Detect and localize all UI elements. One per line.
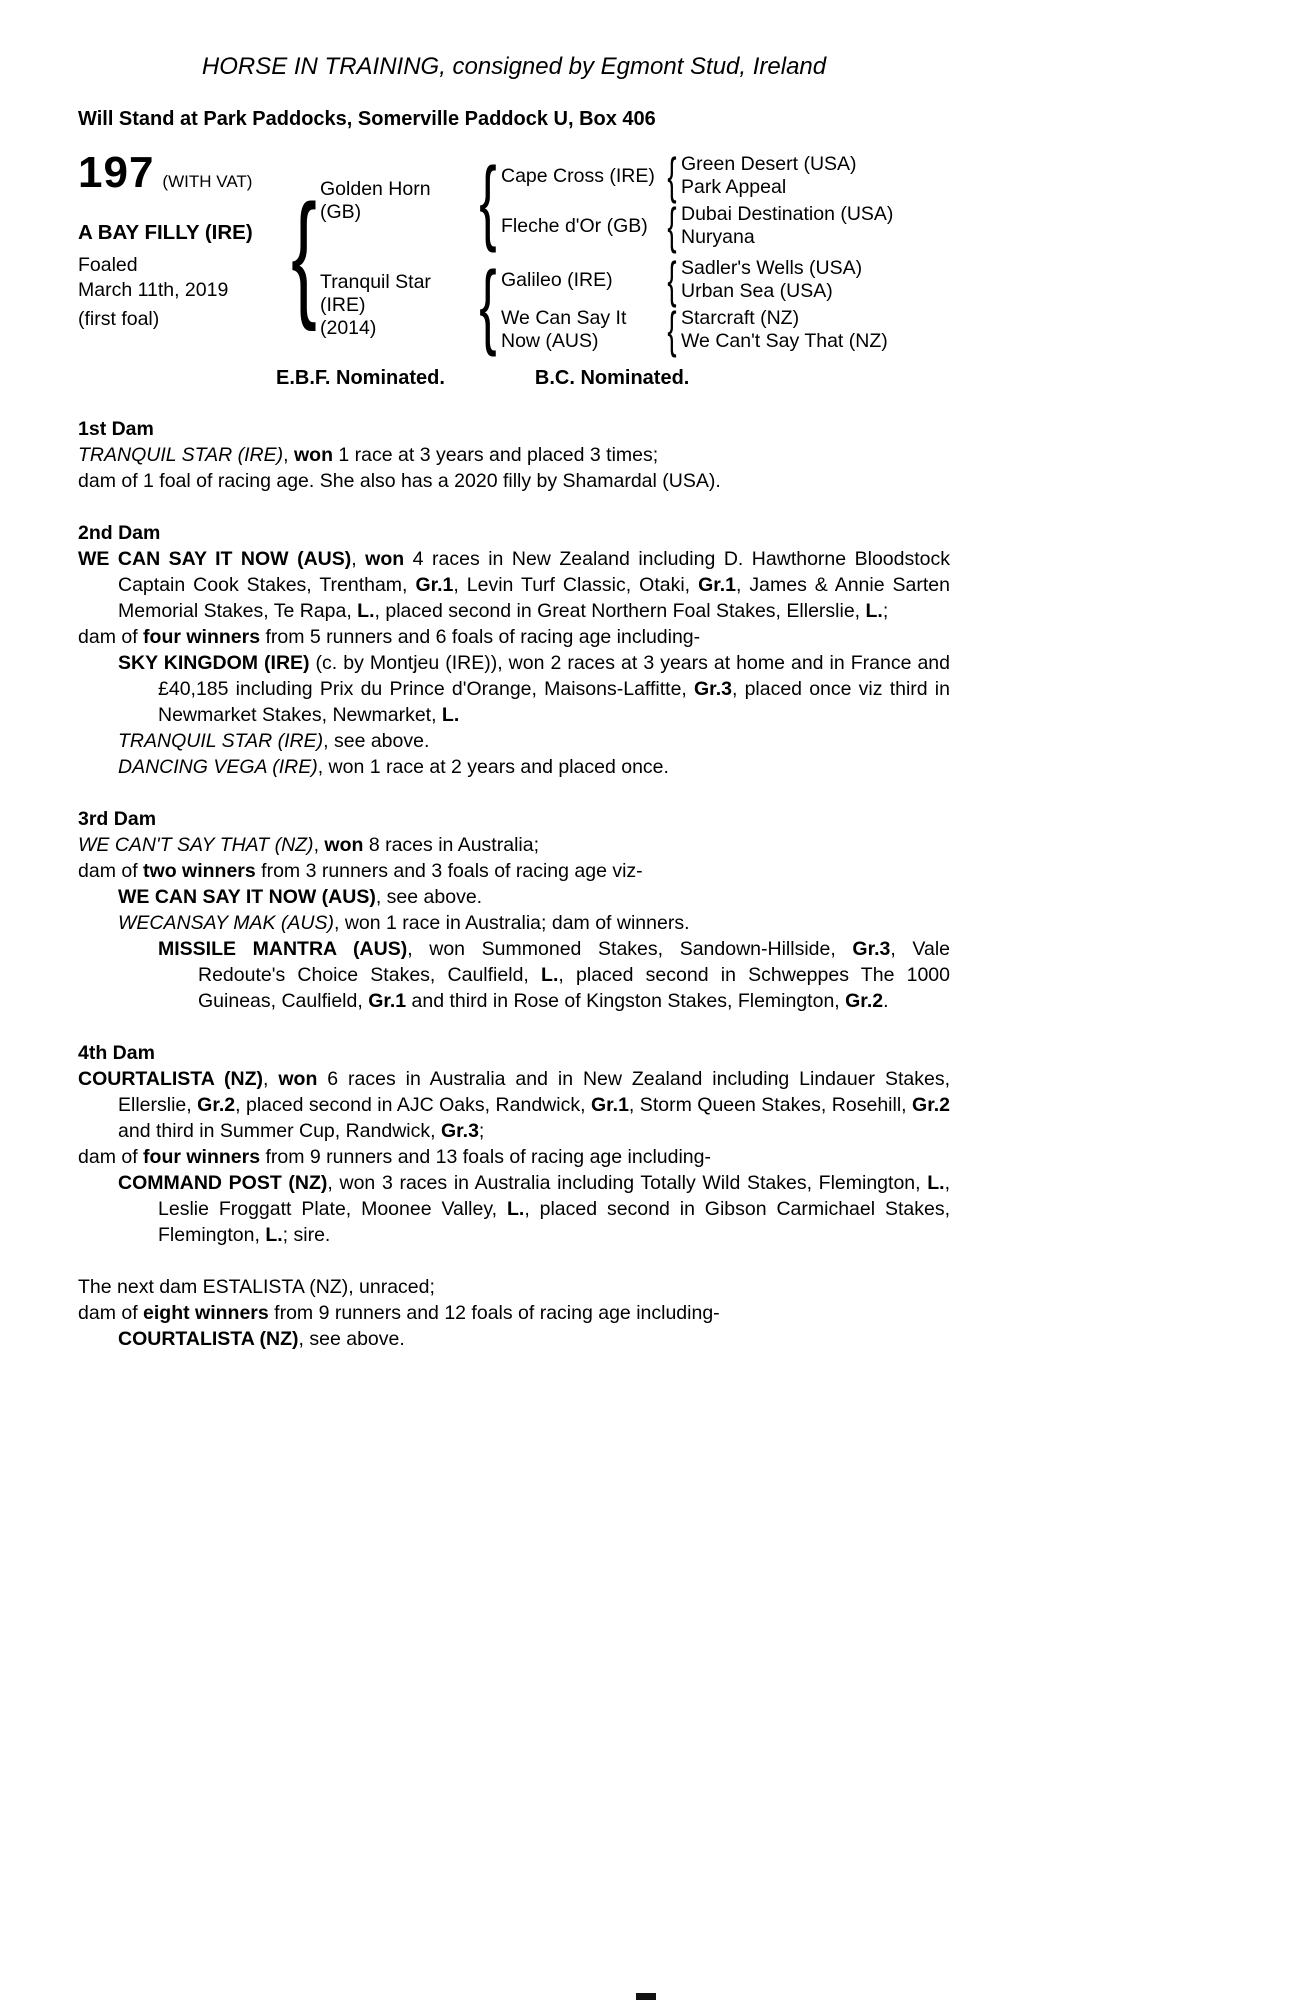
section-4th-dam bbox=[78, 1040, 950, 1248]
text-segment: , see above. bbox=[298, 1328, 405, 1350]
section-heading: 3rd Dam bbox=[78, 808, 157, 830]
text-segment: , placed once viz third in Newmarket Stakes, Newmarket, bbox=[158, 678, 950, 726]
text-segment: , placed second in AJC Oaks, Randwick, bbox=[235, 1094, 591, 1116]
lot-number-row bbox=[78, 148, 288, 197]
text-segment: , won 1 race in Australia; dam of winners. bbox=[333, 912, 690, 934]
text-segment: , see above. bbox=[323, 730, 430, 752]
pedigree-paragraph bbox=[78, 546, 950, 624]
text-segment: , placed second in Gibson Carmichael Stakes, Flemington, bbox=[158, 1198, 950, 1246]
page-title: HORSE IN TRAINING, consigned by Egmont Stud, Ireland bbox=[201, 53, 827, 80]
pedigree-paragraph bbox=[78, 832, 950, 858]
text-segment: dam of bbox=[78, 626, 144, 648]
dam-dam-unit bbox=[501, 301, 888, 358]
gen3-name: Sadler's Wells (USA) bbox=[681, 257, 863, 279]
gen3-name: We Can't Say That (NZ) bbox=[681, 330, 888, 352]
nominations-row bbox=[78, 367, 950, 390]
text-segment: eight winners bbox=[143, 1302, 269, 1324]
text-segment: 6 races in Australia and in New Zealand including Lindauer Stakes, Ellerslie, bbox=[118, 1068, 950, 1116]
pedigree-paragraph bbox=[78, 1326, 950, 1352]
text-segment: COMMAND POST (NZ) bbox=[118, 1172, 328, 1194]
sire-sire-unit bbox=[501, 147, 893, 204]
text-segment: four winners bbox=[143, 1146, 261, 1168]
text-segment: , bbox=[263, 1068, 279, 1090]
text-segment: L. bbox=[441, 704, 460, 726]
text-segment: L. bbox=[865, 600, 883, 622]
dam-sire-unit bbox=[501, 251, 888, 308]
dam-year: (2014) bbox=[320, 316, 377, 339]
dam-parents bbox=[501, 251, 888, 358]
page-content bbox=[78, 52, 950, 1352]
sire-sire-name: Cape Cross (IRE) bbox=[501, 164, 655, 187]
sire-dam-name: Fleche d'Or (GB) bbox=[501, 214, 648, 237]
pedigree-halves bbox=[320, 147, 894, 358]
text-segment: MISSILE MANTRA (AUS) bbox=[158, 938, 408, 960]
text-segment: COURTALISTA (NZ) bbox=[118, 1328, 299, 1350]
text-segment: Gr.3 bbox=[440, 1120, 479, 1142]
text-segment: Gr.3 bbox=[694, 678, 732, 700]
text-segment: Gr.1 bbox=[415, 574, 454, 596]
text-segment: won bbox=[293, 444, 333, 466]
lot-number: 197 bbox=[78, 148, 155, 197]
stand-location-line: Will Stand at Park Paddocks, Somerville Paddock U, Box 406 bbox=[78, 108, 656, 130]
text-segment: 8 races in Australia; bbox=[363, 834, 539, 856]
text-segment: and third in Rose of Kingston Stakes, Flemington, bbox=[406, 990, 846, 1012]
text-segment: , bbox=[313, 834, 325, 856]
pedigree-paragraph bbox=[78, 468, 950, 494]
pedigree-brace-dam: { bbox=[479, 251, 497, 358]
pedigree-paragraph bbox=[78, 936, 950, 1014]
dam-dam-name: We Can Say It Now (AUS) bbox=[501, 307, 627, 352]
section-heading: 2nd Dam bbox=[78, 522, 161, 544]
text-segment: . bbox=[883, 990, 889, 1012]
text-segment: , placed second in Schweppes The 1000 Guineas, Caulfield, bbox=[198, 964, 950, 1012]
text-segment: WE CAN SAY IT NOW (AUS) bbox=[118, 886, 376, 908]
pedigree-brace-dam-dam: { bbox=[667, 301, 677, 358]
dam-sire-name: Galileo (IRE) bbox=[501, 268, 613, 291]
text-segment: Gr.1 bbox=[590, 1094, 629, 1116]
text-segment: COURTALISTA (NZ) bbox=[78, 1068, 264, 1090]
pedigree-paragraph bbox=[78, 910, 950, 936]
text-segment: WE CAN SAY IT NOW (AUS) bbox=[78, 548, 352, 570]
pedigree-paragraph bbox=[78, 624, 950, 650]
pedigree-paragraph bbox=[78, 650, 950, 728]
vat-note: (WITH VAT) bbox=[162, 172, 253, 191]
text-segment: ; bbox=[882, 600, 889, 622]
text-segment: won bbox=[324, 834, 364, 856]
gen3-name: Dubai Destination (USA) bbox=[681, 203, 894, 225]
text-segment: , Levin Turf Classic, Otaki, bbox=[453, 574, 699, 596]
text-segment: from 9 runners and 13 foals of racing age including- bbox=[260, 1146, 711, 1168]
ebf-nomination: E.B.F. Nominated. bbox=[276, 367, 445, 389]
pedigree-paragraph bbox=[78, 442, 950, 468]
text-segment: , see above. bbox=[375, 886, 483, 908]
section-2nd-dam bbox=[78, 520, 950, 780]
text-segment: , bbox=[351, 548, 366, 570]
sire-name: Golden Horn (GB) bbox=[320, 178, 431, 223]
text-segment: , Storm Queen Stakes, Rosehill, bbox=[628, 1094, 913, 1116]
text-segment: won bbox=[365, 548, 405, 570]
dam-name-line1: Tranquil Star bbox=[320, 270, 431, 293]
text-segment: , won 3 races in Australia including Totally Wild Stakes, Flemington, bbox=[327, 1172, 928, 1194]
text-segment: WECANSAY MAK (AUS) bbox=[118, 912, 334, 934]
text-segment: , Vale Redoute's Choice Stakes, Caulfield, bbox=[198, 938, 950, 986]
pedigree-paragraph bbox=[78, 858, 950, 884]
sire-sire-parents bbox=[681, 153, 857, 199]
pedigree-brace-sire-dam: { bbox=[667, 197, 677, 254]
section-heading: 1st Dam bbox=[78, 418, 154, 440]
pedigree-paragraph bbox=[78, 1274, 950, 1300]
text-segment: Gr.1 bbox=[368, 990, 407, 1012]
text-segment: The next dam ESTALISTA (NZ), unraced; bbox=[78, 1276, 435, 1298]
text-segment: L. bbox=[506, 1198, 525, 1220]
pedigree-paragraph bbox=[78, 884, 950, 910]
pedigree-paragraph bbox=[78, 728, 950, 754]
lot-pedigree-block bbox=[78, 147, 950, 358]
pedigree-paragraph bbox=[78, 1144, 950, 1170]
foaled-label: Foaled bbox=[78, 254, 138, 276]
text-segment: (c. by Montjeu (IRE)), won 2 races at 3 years at home and in France and £40,185 including Prix du Prince d'Orange, Maisons-Laffitte, bbox=[158, 652, 950, 700]
gen3-name: Starcraft (NZ) bbox=[681, 307, 800, 329]
text-segment: WE CAN'T SAY THAT (NZ) bbox=[78, 834, 314, 856]
text-segment: L. bbox=[927, 1172, 945, 1194]
gen3-name: Nuryana bbox=[681, 226, 755, 248]
section-next-dam bbox=[78, 1274, 950, 1352]
text-segment: two winners bbox=[143, 860, 256, 882]
text-segment: four winners bbox=[143, 626, 261, 648]
text-segment: Gr.2 bbox=[912, 1094, 950, 1116]
text-segment: , placed second in Great Northern Foal Stakes, Ellerslie, bbox=[374, 600, 866, 622]
text-segment: dam of 1 foal of racing age. She also has a 2020 filly by Shamardal (USA). bbox=[78, 470, 721, 492]
bc-nomination: B.C. Nominated. bbox=[534, 367, 690, 389]
text-segment: , Leslie Froggatt Plate, Moonee Valley, bbox=[158, 1172, 950, 1220]
text-segment: , James & Annie Sarten Memorial Stakes, Te Rapa, bbox=[118, 574, 951, 622]
sire-branch bbox=[320, 147, 894, 254]
horse-name: A BAY FILLY (IRE) bbox=[78, 221, 253, 244]
section-heading: 4th Dam bbox=[78, 1042, 155, 1064]
dam-name-line2: (IRE) bbox=[320, 293, 366, 316]
foal-note: (first foal) bbox=[78, 308, 160, 330]
text-segment: 4 races in New Zealand including D. Hawthorne Bloodstock Captain Cook Stakes, Trentham, bbox=[118, 548, 950, 596]
dam-dam-parents bbox=[681, 307, 888, 353]
text-segment: L. bbox=[265, 1224, 283, 1246]
text-segment: won bbox=[278, 1068, 318, 1090]
pedigree-paragraph bbox=[78, 1170, 950, 1248]
text-segment: ; bbox=[478, 1120, 485, 1142]
text-segment: Gr.1 bbox=[698, 574, 737, 596]
pedigree-paragraph bbox=[78, 1066, 950, 1144]
dam-branch bbox=[320, 251, 893, 358]
text-segment: SKY KINGDOM (IRE) bbox=[118, 652, 310, 674]
section-3rd-dam bbox=[78, 806, 950, 1014]
text-segment: DANCING VEGA (IRE) bbox=[118, 756, 318, 778]
gen3-name: Urban Sea (USA) bbox=[681, 280, 833, 302]
text-segment: dam of bbox=[78, 1302, 144, 1324]
text-segment: TRANQUIL STAR (IRE) bbox=[78, 444, 284, 466]
pedigree-brace-sire-sire: { bbox=[667, 147, 677, 204]
text-segment: from 9 runners and 12 foals of racing age including- bbox=[268, 1302, 720, 1324]
pedigree-tree bbox=[288, 147, 950, 358]
text-segment: dam of bbox=[78, 1146, 144, 1168]
pedigree-paragraph bbox=[78, 1300, 950, 1326]
dam-sire-parents bbox=[681, 257, 862, 303]
text-segment: from 5 runners and 6 foals of racing age including- bbox=[260, 626, 701, 648]
pedigree-brace-sire: { bbox=[479, 147, 497, 254]
text-segment: from 3 runners and 3 foals of racing age viz- bbox=[255, 860, 643, 882]
lot-info bbox=[78, 148, 288, 332]
pedigree-brace-gen1: { bbox=[291, 174, 317, 332]
scan-artifact bbox=[636, 1993, 656, 2000]
text-segment: 1 race at 3 years and placed 3 times; bbox=[332, 444, 659, 466]
text-segment: , won 1 race at 2 years and placed once. bbox=[317, 756, 669, 778]
sire-parents bbox=[501, 147, 894, 254]
section-1st-dam bbox=[78, 416, 950, 494]
text-segment: ; sire. bbox=[282, 1224, 331, 1246]
pedigree-brace-dam-sire: { bbox=[667, 251, 677, 308]
gen3-name: Park Appeal bbox=[681, 176, 787, 198]
text-segment: Gr.3 bbox=[852, 938, 891, 960]
text-segment: , won Summoned Stakes, Sandown-Hillside, bbox=[407, 938, 853, 960]
gen3-name: Green Desert (USA) bbox=[681, 153, 857, 175]
text-segment: L. bbox=[357, 600, 375, 622]
pedigree-paragraph bbox=[78, 754, 950, 780]
text-segment: and third in Summer Cup, Randwick, bbox=[118, 1120, 441, 1142]
text-segment: L. bbox=[541, 964, 559, 986]
dam-name bbox=[320, 271, 475, 340]
text-segment: Gr.2 bbox=[845, 990, 884, 1012]
text-segment: , bbox=[283, 444, 294, 466]
text-segment: TRANQUIL STAR (IRE) bbox=[118, 730, 324, 752]
foaled-date: March 11th, 2019 bbox=[78, 279, 229, 301]
text-segment: dam of bbox=[78, 860, 144, 882]
text-segment: Gr.2 bbox=[197, 1094, 236, 1116]
sire-dam-unit bbox=[501, 197, 894, 254]
sire-dam-parents bbox=[681, 203, 893, 249]
